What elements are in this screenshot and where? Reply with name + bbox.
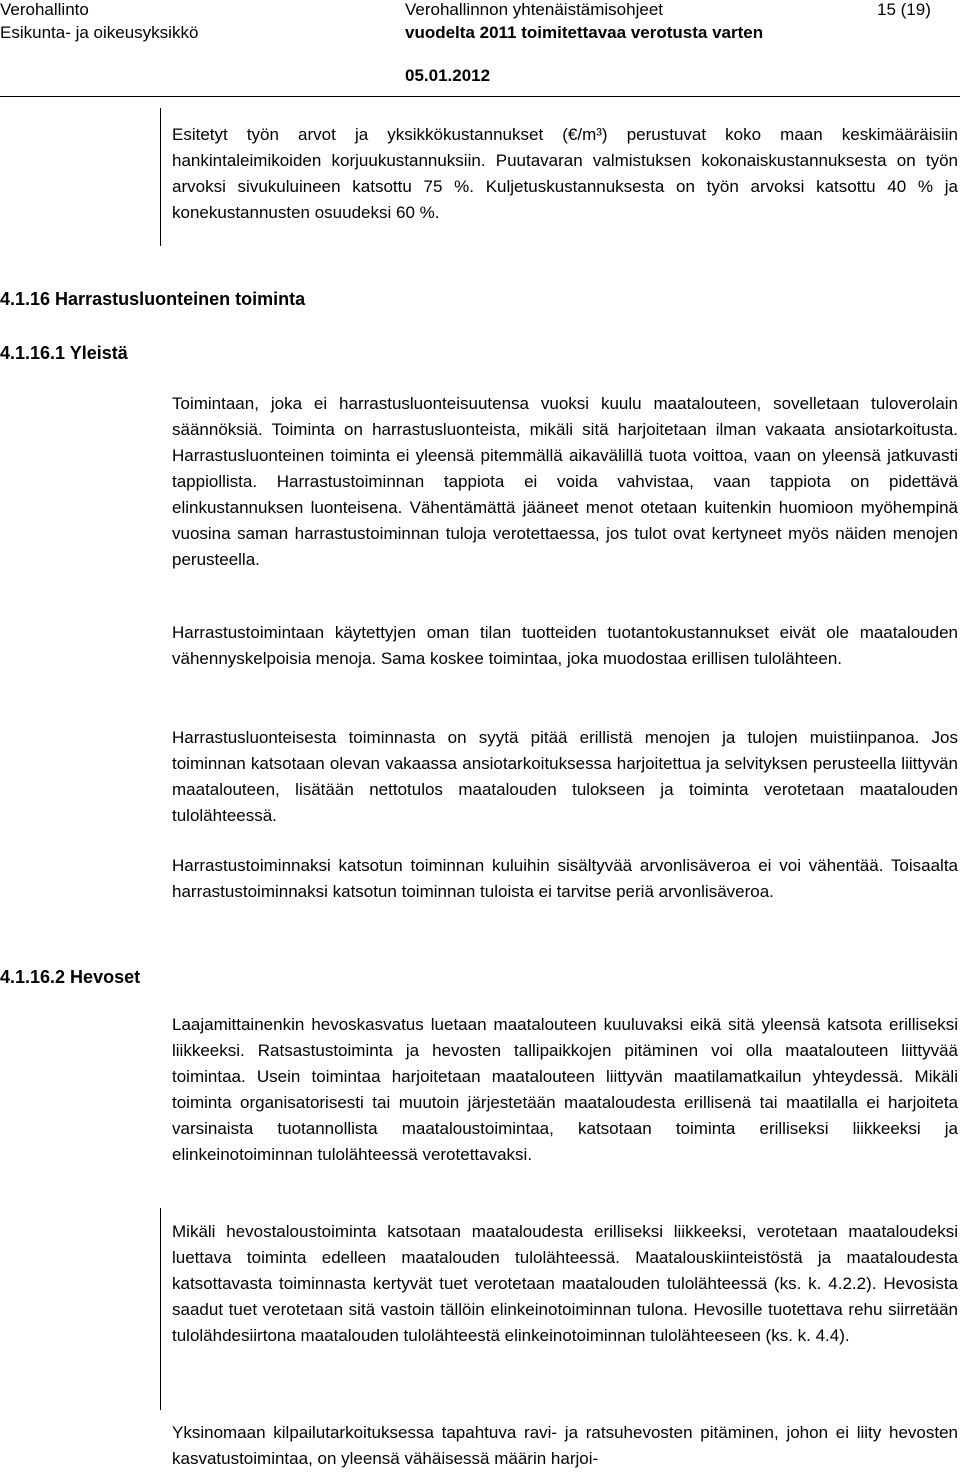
revision-bar [160,1208,161,1410]
header-date: 05.01.2012 [405,66,491,85]
header-rule [0,96,960,97]
paragraph: Mikäli hevostaloustoiminta katsotaan maataloudesta erilliseksi liikkeeksi, verotetaan maataloudeksi luettava toiminta edelleen maatalouden tulolähteessä. Maatalouskiinteistöstä ja maataloudesta katsottavasta toiminnasta kertyvät tuet verotetaan maatalouden tulolähteessä (ks. k. 4.2.2). Hevosista saadut tuet verotetaan sitä vastoin tällöin elinkeinotoiminnan tulona. Hevosille tuotettava rehu siirretään tulolähdesiirtona maatalouden tulolähteestä elinkeinotoiminnan tulolähteeseen (ks. k. 4.4). [172,1222,958,1345]
page-number: 15 (19) [877,0,931,19]
header-doc-subtitle: vuodelta 2011 toimitettavaa verotusta varten [405,23,764,42]
header-org: Verohallinto [0,0,89,19]
paragraph: Laajamittainenkin hevoskasvatus luetaan maatalouteen kuuluvaksi eikä sitä yleensä katsota erilliseksi liikkeeksi. Ratsastustoiminta ja hevosten tallipaikkojen pitäminen voi olla maatalouteen liittyvää toimintaa. Usein toimintaa harjoitetaan maatalouteen liittyvän maatilamatkailun yhteydessä. Mikäli toiminta organisatorisesti tai muutoin järjestetään maataloudesta erillisenä tai maatilalla ei harjoiteta varsinaista tuotannollista maataloustoimintaa, katsotaan toiminta erilliseksi liikkeeksi ja elinkeinotoiminnan tulolähteessä verotettavaksi. [172,1015,958,1164]
subsection-heading-yleista: 4.1.16.1 Yleistä [0,343,128,363]
paragraph: Harrastustoiminnaksi katsotun toiminnan kuluihin sisältyvää arvonlisäveroa ei voi vähentää. Toisaalta harrastustoiminnaksi katsotun toiminnan tuloista ei tarvitse periä arvonlisäveroa. [172,856,958,901]
paragraph: Harrastustoimintaan käytettyjen oman tilan tuotteiden tuotantokustannukset eivät ole maatalouden vähennyskelpoisia menoja. Sama koskee toimintaa, joka muodostaa erillisen tulolähteen. [172,623,958,668]
paragraph: Yksinomaan kilpailutarkoituksessa tapahtuva ravi- ja ratsuhevosten pitäminen, johon ei liity hevosten kasvatustoimintaa, on yleensä vähäisessä määrin harjoi- [172,1423,958,1468]
header-doc-title: Verohallinnon yhtenäistämisohjeet [405,0,664,19]
subsection-heading-hevoset: 4.1.16.2 Hevoset [0,967,141,987]
revision-bar [160,108,161,246]
header-unit: Esikunta- ja oikeusyksikkö [0,23,199,42]
paragraph: Harrastusluonteisesta toiminnasta on syytä pitää erillistä menojen ja tulojen muistiinpanoa. Jos toiminnan katsotaan olevan vakaassa ansiotarkoituksessa harjoitettua ja selvityksen perusteella liittyvän maatalouteen, lisätään nettotulos maatalouden tulokseen ja toiminta verotetaan maatalouden tulolähteessä. [172,728,958,825]
intro-paragraph: Esitetyt työn arvot ja yksikkökustannukset (€/m³) perustuvat koko maan keskimääräisiin hankintaleimikoiden korjuukustannuksiin. Puutavaran valmistuksen kokonaiskustannuksesta on työn arvoksi sivukuluineen katsottu 75 %. Kuljetuskustannuksesta on työn arvoksi katsottu 40 % ja konekustannusten osuudeksi 60 %. [172,125,958,222]
paragraph: Toimintaan, joka ei harrastusluonteisuutensa vuoksi kuulu maatalouteen, sovelletaan tuloverolain säännöksiä. Toiminta on harrastusluonteista, mikäli sitä harjoitetaan ilman vakaata ansiotarkoitusta. Harrastusluonteinen toiminta ei yleensä pitemmällä aikavälillä tuota voittoa, vaan on yleensä jatkuvasti tappiollista. Harrastustoiminnan tappiota ei voida vahvistaa, vaan tappiota on pidettävä elinkustannuksen luonteisena. Vähentämättä jääneet menot otetaan kuitenkin huomioon myöhempinä vuosina saman harrastustoiminnan tuloja verotettaessa, jos tulot ovat kertyneet myös näiden menojen perusteella. [172,394,958,569]
section-heading: 4.1.16 Harrastusluonteinen toiminta [0,289,306,309]
